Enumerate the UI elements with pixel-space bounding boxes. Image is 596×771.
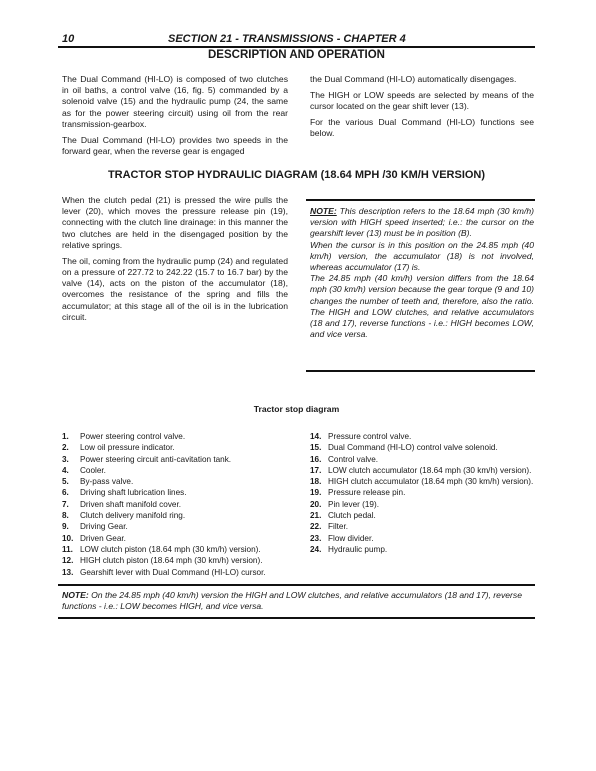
intro-right-column: [310, 74, 534, 144]
legend-item: [310, 533, 535, 544]
legend-item: [62, 442, 307, 453]
legend-number: 11.: [62, 544, 73, 554]
legend-text: Pressure release pin.: [328, 488, 406, 498]
legend-number: 24.: [310, 544, 322, 554]
legend-item: [310, 465, 535, 476]
note-paragraph: The 24.85 mph (40 km/h) version differs from the 18.64 mph (30 km/h) version because the gear torque (9 and 10) changes the number of teeth and, therefore, also the ratio. The HIGH and LOW clutches, and relative accumulators (18 and 17), reverse functions - i.e.: HIGH becomes LOW, and vice versa.: [310, 273, 534, 340]
legend-text: Power steering control valve.: [80, 432, 186, 441]
legend-text: Pressure control valve.: [328, 432, 412, 441]
legend-number: 20.: [310, 499, 322, 509]
legend-number: 21.: [310, 511, 322, 521]
note-label: NOTE:: [62, 590, 89, 600]
legend-number: 1.: [62, 432, 69, 441]
legend-number: 8.: [62, 511, 69, 521]
legend-number: 7.: [62, 499, 69, 509]
bottom-note-divider-bottom: [58, 617, 535, 619]
note-divider-top: [306, 199, 535, 201]
legend-number: 19.: [310, 488, 322, 498]
legend-text: Pin lever (19).: [328, 499, 379, 509]
legend-text: Driving Gear.: [80, 522, 128, 532]
legend-text: Driven Gear.: [80, 533, 126, 543]
legend-item: [62, 533, 307, 544]
note-text: This description refers to the 18.64 mph (30 km/h) version with HIGH speed inserted; i.e.: the cursor on the gearshift lever (13) must be in position (B).: [310, 206, 534, 239]
legend-item: [62, 521, 307, 532]
note-text: On the 24.85 mph (40 km/h) version the HIGH and LOW clutches, and relative accumulators (18 and 17), reverse functions - i.e.: LOW becomes HIGH, and vice versa.: [62, 590, 522, 612]
legend-item: [310, 431, 535, 442]
legend-item: [310, 487, 535, 498]
legend-number: 5.: [62, 477, 69, 487]
legend-text: Power steering circuit anti-cavitation tank.: [80, 454, 232, 464]
legend-item: [310, 499, 535, 510]
legend-number: 15.: [310, 443, 322, 453]
page-number: 10: [62, 33, 75, 45]
legend-text: Hydraulic pump.: [328, 544, 388, 554]
legend-item: [62, 510, 307, 521]
legend-item: [62, 465, 307, 476]
legend-item: [62, 431, 307, 442]
section-title: DESCRIPTION AND OPERATION: [208, 49, 385, 61]
legend-text: Control valve.: [328, 454, 379, 464]
bottom-note-divider-top: [58, 584, 535, 586]
tractor-stop-title: TRACTOR STOP HYDRAULIC DIAGRAM (18.64 MPH /30 KM/H VERSION): [107, 169, 486, 181]
header-divider: [58, 46, 535, 48]
legend-item: [310, 454, 535, 465]
legend-number: 9.: [62, 522, 69, 532]
legend-item: [62, 476, 307, 487]
legend-item: [62, 487, 307, 498]
intro-paragraph: the Dual Command (HI-LO) automatically disengages.: [310, 74, 517, 84]
legend-item: [310, 442, 535, 453]
legend-text: Filter.: [328, 522, 349, 532]
legend-text: By-pass valve.: [80, 477, 134, 487]
legend-text: Low oil pressure indicator.: [80, 443, 175, 453]
intro-paragraph: The Dual Command (HI-LO) is composed of two clutches in oil baths, a control valve (16, fig. 5) commanded by a solenoid valve (15) and the hydraulic pump (24, the same as for the power steering circuit) using oil from the rear transmission-gearbox.: [62, 74, 288, 129]
legend-item: [310, 510, 535, 521]
legend-text: HIGH clutch piston (18.64 mph (30 km/h) version).: [80, 556, 263, 566]
legend-item: [62, 454, 307, 465]
legend-number: 3.: [62, 454, 69, 464]
legend-number: 14.: [310, 432, 322, 441]
legend-item: [310, 521, 535, 532]
legend-text: Dual Command (HI-LO) control valve solenoid.: [328, 443, 498, 453]
body-paragraph: When the clutch pedal (21) is pressed the wire pulls the lever (20), which moves the pressure release pin (19), connecting with the clutch line drainage: in this manner the two clutches are held in the disengaged position by the relative springs.: [62, 195, 288, 250]
legend-text: LOW clutch piston (18.64 mph (30 km/h) version).: [80, 544, 261, 554]
note-paragraph: When the cursor is in this position on the 24.85 mph (40 km/h) version, the accumulator (18) is not involved, whereas accumulator (17) is.: [310, 239, 534, 273]
intro-paragraph: For the various Dual Command (HI-LO) functions see below.: [310, 117, 534, 139]
note-paragraph: [310, 206, 534, 240]
legend-item: [310, 476, 535, 487]
body-paragraph: The oil, coming from the hydraulic pump (24) and regulated on a pressure of 227.72 to 242.22 (15.7 to 16.7 bar) by the valve (14), acts on the piston of the accumulator (18), overcomes the resistance of the spring and fills the accumulator; at this stage all of the oil is in the lubrication circuit.: [62, 255, 288, 322]
legend-number: 18.: [310, 477, 322, 487]
legend-text: Flow divider.: [328, 533, 374, 543]
diagram-caption: Tractor stop diagram: [253, 404, 340, 414]
note-divider-bottom: [306, 370, 535, 372]
note-label: NOTE:: [310, 206, 337, 216]
intro-paragraph: The Dual Command (HI-LO) provides two speeds in the forward gear, when the reverse gear is engaged: [62, 134, 288, 157]
legend-number: 13.: [62, 567, 74, 577]
legend-number: 22.: [310, 522, 322, 532]
legend-number: 23.: [310, 533, 322, 543]
legend-text: Driving shaft lubrication lines.: [80, 488, 187, 498]
tractor-stop-left-column: [62, 195, 288, 328]
legend-number: 4.: [62, 465, 69, 475]
legend-number: 12.: [62, 556, 74, 566]
legend-right: [310, 431, 535, 555]
legend-number: 10.: [62, 533, 74, 543]
legend-item: [62, 544, 307, 555]
tractor-stop-note: [310, 206, 534, 340]
legend-number: 17.: [310, 465, 322, 475]
legend-text: Clutch pedal.: [328, 511, 376, 521]
legend-number: 6.: [62, 488, 69, 498]
legend-item: [62, 499, 307, 510]
legend-item: [62, 567, 307, 578]
legend-text: HIGH clutch accumulator (18.64 mph (30 km/h) version).: [328, 477, 534, 487]
intro-left-column: [62, 74, 288, 162]
legend-text: Clutch delivery manifold ring.: [80, 511, 186, 521]
legend-item: [310, 544, 535, 555]
legend-text: Cooler.: [80, 465, 106, 475]
legend-item: [62, 555, 307, 566]
bottom-note: [62, 590, 535, 612]
legend-number: 2.: [62, 443, 69, 453]
intro-paragraph: The HIGH or LOW speeds are selected by means of the cursor located on the gear shift lever (13).: [310, 90, 534, 112]
legend-number: 16.: [310, 454, 322, 464]
legend-text: LOW clutch accumulator (18.64 mph (30 km/h) version).: [328, 465, 532, 475]
legend-text: Driven shaft manifold cover.: [80, 499, 182, 509]
running-head: SECTION 21 - TRANSMISSIONS - CHAPTER 4: [168, 33, 406, 45]
legend-left: [62, 431, 307, 578]
legend-text: Gearshift lever with Dual Command (HI-LO) cursor.: [80, 567, 266, 577]
